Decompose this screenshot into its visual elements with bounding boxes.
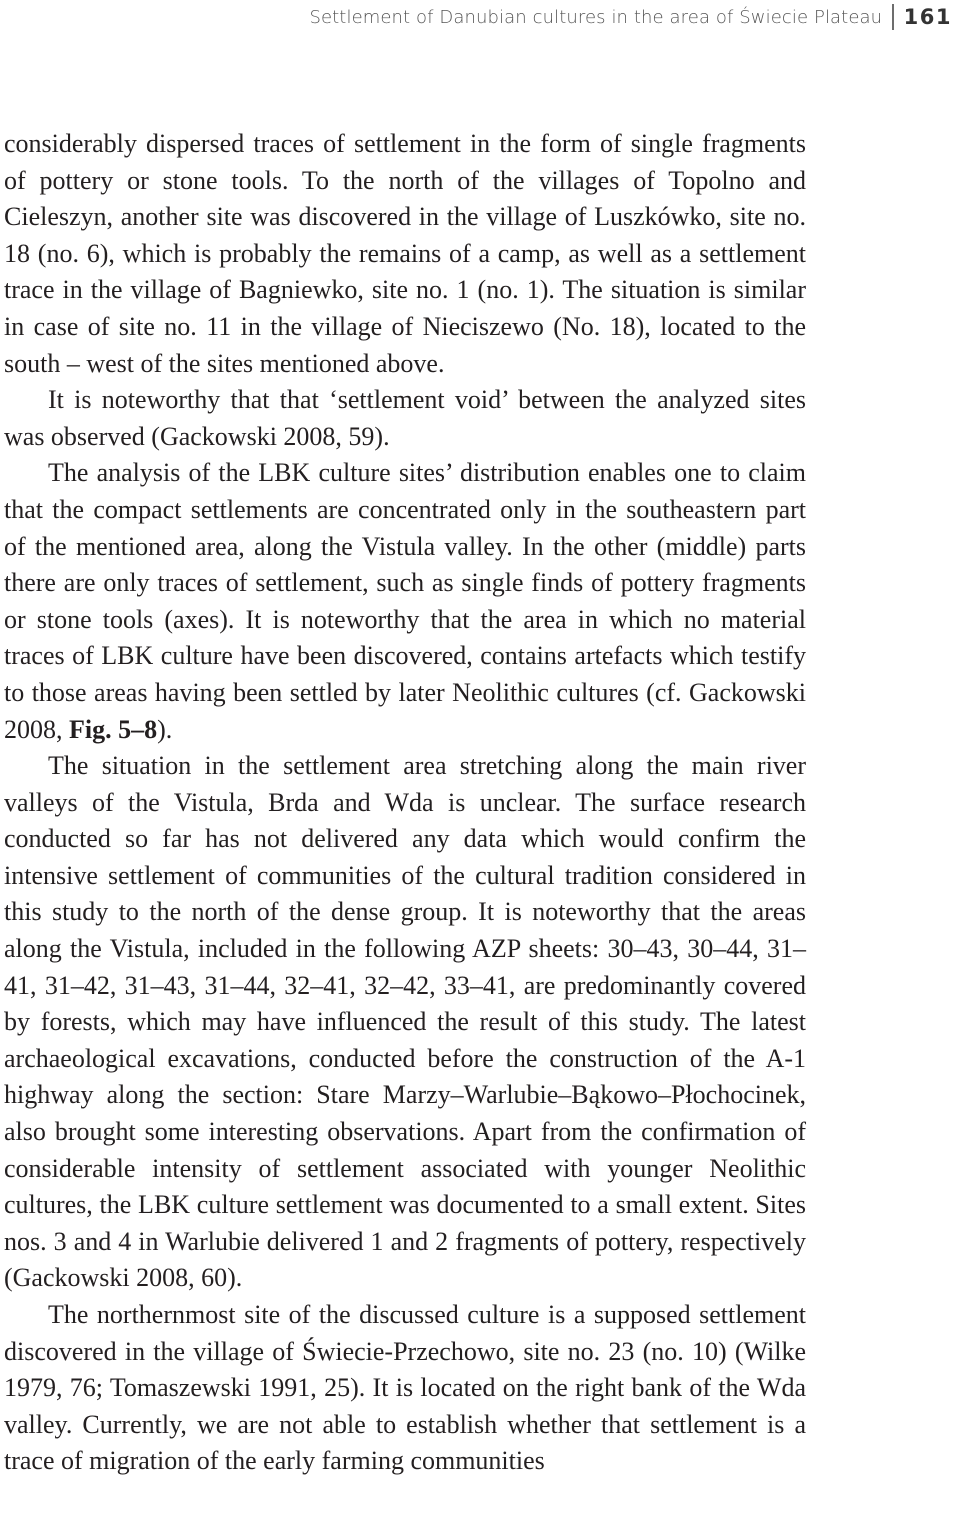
paragraph-continuation: considerably dispersed traces of settlement in the form of single fragments of pottery or stone tools. To the north of the villages of Topolno and Cieleszyn, another site was discovered in the village of Luszkówko, site no. 18 (no. 6), which is probably the remains of a camp, as well as a settlement trace in the village of Bagniewko, site no. 1 (no. 1). The situation is similar in case of site no. 11 in the village of Nieciszewo (No. 18), located to the south – west of the sites mentioned above.: [4, 129, 806, 378]
running-title: Settlement of Danubian cultures in the area of Świecie Plateau: [309, 6, 883, 28]
body-text: [4, 126, 806, 1480]
running-header: [309, 0, 960, 34]
paragraph-settlement-void: It is noteworthy that that ‘settlement void’ between the analyzed sites was observed (Gackowski 2008, 59).: [4, 385, 806, 451]
paragraph-lbk-analysis: [4, 455, 806, 748]
paragraph-lbk-analysis-tail: ).: [157, 714, 173, 744]
page-number: 161: [903, 5, 952, 29]
header-divider: [892, 4, 894, 30]
paragraph-northernmost-site: The northernmost site of the discussed culture is a supposed settlement discovered in the village of Świecie-Przechowo, site no. 23 (no. 10) (Wilke 1979, 76; Tomaszewski 1991, 25). It is located on the right bank of the Wda valley. Currently, we are not able to establish whether that settlement is a trace of migration of the early farming communities: [4, 1300, 806, 1476]
paragraph-river-valleys: The situation in the settlement area stretching along the main river valleys of the Vistula, Brda and Wda is unclear. The surface research conducted so far has not delivered any data which would confirm the intensive settlement of communities of the cultural tradition considered in this study to the north of the dense group. It is noteworthy that the areas along the Vistula, included in the following AZP sheets: 30–43, 30–44, 31–41, 31–42, 31–43, 31–44, 32–41, 32–42, 33–41, are predominantly covered by forests, which may have influenced the result of this study. The latest archaeological excavations, conducted before the construction of the A-1 highway along the section: Stare Marzy–Warlubie–Bąkowo–Płochocinek, also brought some interesting observations. Apart from the confirmation of considerable intensity of settlement associated with younger Neolithic cultures, the LBK culture settlement was documented to a small extent. Sites nos. 3 and 4 in Warlubie delivered 1 and 2 fragments of pottery, respectively (Gackowski 2008, 60).: [4, 751, 806, 1293]
paragraph-lbk-analysis-text: The analysis of the LBK culture sites’ distribution enables one to claim that the compact settlements are concentrated only in the southeastern part of the mentioned area, along the Vistula valley. In the other (middle) parts there are only traces of settlement, such as single finds of pottery fragments or stone tools (axes). It is noteworthy that the area in which no material traces of LBK culture have been discovered, contains artefacts which testify to those areas having been settled by later Neolithic cultures (cf. Gackowski 2008,: [4, 458, 806, 744]
figure-reference: Fig. 5–8: [69, 714, 158, 744]
